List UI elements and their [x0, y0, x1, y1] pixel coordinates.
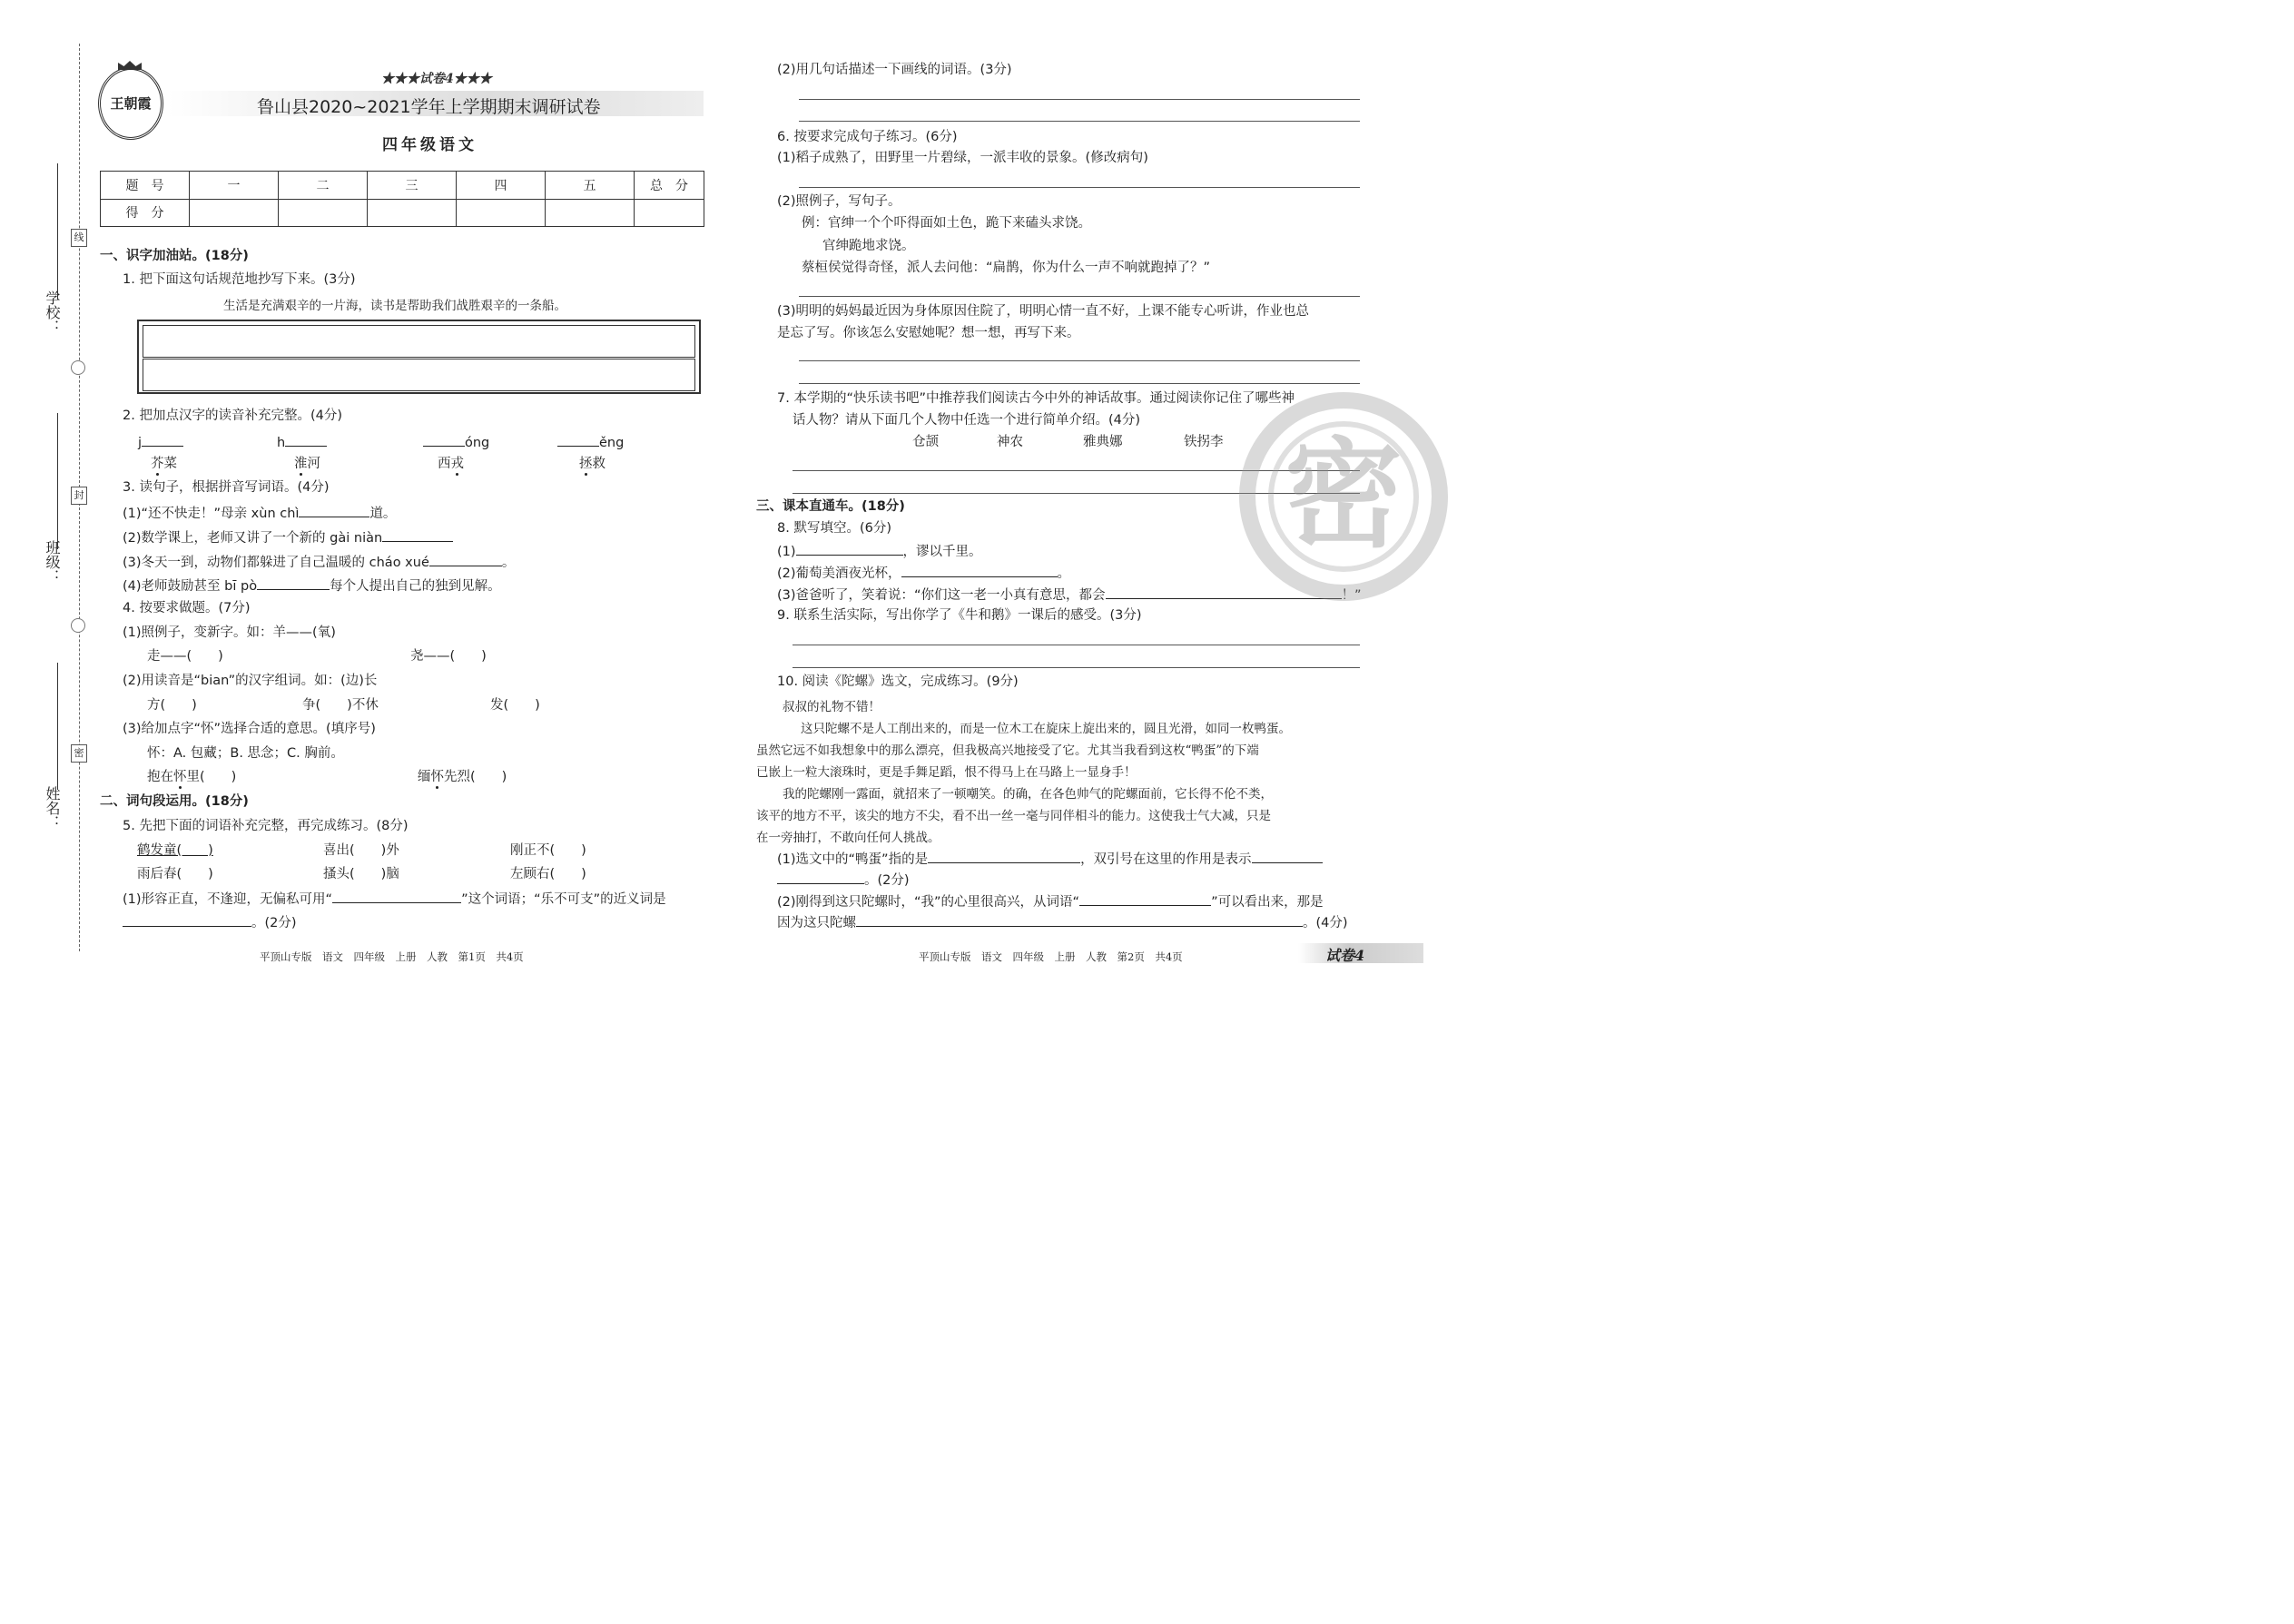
- question-6-1: (1)稻子成熟了，田野里一片碧绿，一派丰收的景象。(修改病句): [777, 151, 1148, 165]
- answer-blank[interactable]: [299, 503, 369, 517]
- pinyin-blank-2[interactable]: h: [277, 432, 327, 452]
- score-table: [100, 171, 704, 227]
- passage-title: 叔叔的礼物不错！: [783, 700, 881, 714]
- question-6-3-b: 是忘了写。你该怎么安慰她呢？想一想，再写下来。: [777, 326, 1080, 340]
- confidential-seal-glyph: 密: [1284, 426, 1403, 564]
- question-3-3: (3)冬天一到，动物们都躲进了自己温暖的 cháo xué 。: [123, 552, 515, 572]
- footer-right: 平顶山专版 语文 四年级 上册 人教 第2页 共4页: [919, 950, 1183, 963]
- q4-1-item[interactable]: 尧——( ): [410, 649, 487, 664]
- myth-name: 神农: [997, 435, 1023, 449]
- question-8: 8. 默写填空。(6分): [777, 521, 891, 536]
- paper-badge: ★★★试卷4★★★: [381, 72, 492, 86]
- question-8-2: (2)葡萄美酒夜光杯， 。: [777, 563, 1070, 583]
- question-5: 5. 先把下面的词语补充完整，再完成练习。(8分): [123, 819, 409, 833]
- seal-feng: 封: [71, 487, 87, 505]
- idiom-item[interactable]: 喜出( )外: [323, 843, 399, 858]
- example-line-1: 例：官绅一个个吓得面如土色，跪下来磕头求饶。: [802, 216, 1091, 231]
- seal-xian: 线: [71, 229, 87, 247]
- idiom-item[interactable]: 雨后春( ): [137, 867, 213, 881]
- q4-2-item[interactable]: 发( ): [490, 698, 540, 713]
- idiom-item[interactable]: 搔头( )脑: [323, 867, 399, 881]
- footer-tag: 试卷4: [1325, 947, 1365, 964]
- score-table-header-cell: 题 号: [101, 172, 190, 200]
- answer-line[interactable]: [799, 187, 1360, 188]
- footer-left: 平顶山专版 语文 四年级 上册 人教 第1页 共4页: [260, 950, 524, 963]
- answer-line[interactable]: [799, 360, 1360, 361]
- question-10-2-cont: 因为这只陀螺 。(4分): [777, 912, 1348, 932]
- answer-blank[interactable]: [123, 912, 251, 927]
- q4-2-item[interactable]: 争( )不休: [302, 698, 379, 713]
- logo-text: 王朝霞: [110, 95, 152, 112]
- q4-1-item[interactable]: 走——( ): [147, 649, 223, 664]
- question-3-4: (4)老师鼓励甚至 bī pò 每个人提出自己的独到见解。: [123, 576, 501, 595]
- score-input-cell[interactable]: [457, 199, 546, 227]
- passage-line: 我的陀螺刚一露面，就招来了一顿嘲笑。的确，在各色帅气的陀螺面前，它长得不伦不类，: [783, 787, 1273, 802]
- dotted-word: 芥菜: [151, 457, 177, 471]
- question-1: 1. 把下面这句话规范地抄写下来。(3分): [123, 272, 356, 287]
- score-table-header-cell: 四: [457, 172, 546, 200]
- name-line: [57, 663, 58, 790]
- passage-line: 该平的地方不平，该尖的地方不尖，看不出一丝一毫与同伴相斗的能力。这使我士气大减，只是: [756, 809, 1271, 823]
- section-2-heading: 二、词句段运用。(18分): [100, 794, 249, 809]
- exam-title: 鲁山县2020~2021学年上学期期末调研试卷: [257, 97, 601, 117]
- score-input-cell[interactable]: [190, 199, 279, 227]
- question-4-1: (1)照例子，变新字。如：羊——(氧): [123, 625, 336, 640]
- q4-3-options: 怀：A. 包藏；B. 思念；C. 胸前。: [147, 746, 344, 761]
- answer-blank[interactable]: [382, 527, 453, 542]
- question-8-1: (1) ，谬以千里。: [777, 541, 982, 561]
- q4-3-item[interactable]: 抱在怀里( ): [147, 770, 237, 784]
- name-label: 姓名：: [44, 786, 61, 830]
- passage-line: 这只陀螺不是人工削出来的，而是一位木工在旋床上旋出来的，圆且光滑，如同一枚鸭蛋。: [801, 722, 1291, 736]
- question-3-1: (1)“还不快走！”母亲 xùn chì 道。: [123, 503, 396, 523]
- confidential-seal-watermark: [1239, 392, 1448, 601]
- question-6: 6. 按要求完成句子练习。(6分): [777, 130, 958, 144]
- question-7-b: 话人物？请从下面几个人物中任选一个进行简单介绍。(4分): [793, 413, 1141, 428]
- question-6-2: (2)照例子，写句子。: [777, 194, 901, 209]
- score-input-cell[interactable]: [635, 199, 704, 227]
- question-5-1-cont: 。(2分): [123, 912, 297, 932]
- section-3-heading: 三、课本直通车。(18分): [756, 499, 905, 514]
- copy-line-2[interactable]: [143, 359, 695, 391]
- q4-2-item[interactable]: 方( ): [147, 698, 197, 713]
- idiom-item[interactable]: 刚正不( ): [510, 843, 586, 858]
- pinyin-blank-4[interactable]: ěng: [557, 432, 624, 452]
- score-table-header-cell: 二: [279, 172, 368, 200]
- binding-ornament-icon: [71, 360, 85, 375]
- dotted-word: 西戎: [438, 457, 464, 471]
- score-table-header-cell: 总 分: [635, 172, 704, 200]
- question-7-a: 7. 本学期的“快乐读书吧”中推荐我们阅读古今中外的神话故事。通过阅读你记住了哪些神: [777, 391, 1295, 406]
- binding-ornament-icon: [71, 618, 85, 633]
- score-table-header-cell: 三: [368, 172, 457, 200]
- school-line: [57, 163, 58, 300]
- question-2: 2. 把加点汉字的读音补充完整。(4分): [123, 408, 342, 423]
- myth-name: 铁拐李: [1184, 435, 1224, 449]
- q4-3-item[interactable]: 缅怀先烈( ): [418, 770, 507, 784]
- answer-blank[interactable]: [1252, 849, 1323, 863]
- section-1-heading: 一、识字加油站。(18分): [100, 249, 249, 263]
- exam-subtitle: 四年级语文: [382, 136, 478, 154]
- answer-blank[interactable]: [928, 849, 1080, 863]
- class-label: 班级：: [44, 540, 61, 584]
- dotted-word: 淮河: [294, 457, 320, 471]
- answer-blank[interactable]: [1079, 891, 1211, 906]
- myth-name: 雅典娜: [1083, 435, 1123, 449]
- question-4: 4. 按要求做题。(7分): [123, 601, 251, 615]
- question-9: 9. 联系生活实际，写出你学了《牛和鹅》一课后的感受。(3分): [777, 608, 1142, 623]
- answer-blank[interactable]: [429, 552, 502, 566]
- passage-line: 虽然它远不如我想象中的那么漂亮，但我极高兴地接受了它。尤其当我看到这枚“鸭蛋”的下端: [756, 743, 1259, 758]
- score-row-label: 得 分: [101, 199, 190, 227]
- answer-blank[interactable]: [257, 576, 330, 590]
- answer-line[interactable]: [799, 99, 1360, 100]
- answer-blank[interactable]: [777, 870, 864, 884]
- question-10-1: (1)选文中的“鸭蛋”指的是 ，双引号在这里的作用是表示: [777, 849, 1323, 869]
- class-line: [57, 413, 58, 549]
- copy-line-1[interactable]: [143, 325, 695, 358]
- question-6-2-sentence: 蔡桓侯觉得奇怪，派人去问他：“扁鹊，你为什么一声不响就跑掉了？”: [802, 261, 1211, 275]
- score-table-score-row: [101, 199, 704, 227]
- passage-line: 已嵌上一粒大滚珠时，更是手舞足蹈，恨不得马上在马路上一显身手！: [756, 765, 1137, 780]
- score-table-header-cell: 五: [546, 172, 635, 200]
- answer-line[interactable]: [793, 667, 1360, 668]
- copy-sentence: 生活是充满艰辛的一片海，读书是帮助我们战胜艰辛的一条船。: [223, 299, 566, 313]
- answer-blank[interactable]: [901, 563, 1058, 577]
- answer-line[interactable]: [799, 383, 1360, 384]
- pinyin-blank-3[interactable]: óng: [423, 432, 489, 452]
- myth-name: 仓颉: [912, 435, 939, 449]
- idiom-item[interactable]: 左顾右( ): [510, 867, 586, 881]
- school-label: 学校：: [44, 290, 61, 334]
- answer-blank[interactable]: [856, 912, 1303, 927]
- answer-blank[interactable]: [332, 889, 461, 903]
- idiom-item[interactable]: 鹤发童( ): [137, 843, 213, 858]
- example-line-2: 官绅跪地求饶。: [822, 239, 915, 253]
- score-table-header-row: [101, 172, 704, 200]
- question-10-1-cont: 。(2分): [777, 870, 910, 890]
- score-input-cell[interactable]: [279, 199, 368, 227]
- score-table-header-cell: 一: [190, 172, 279, 200]
- question-10-2: (2)刚得到这只陀螺时，“我”的心里很高兴，从词语“ ”可以看出来，那是: [777, 891, 1324, 911]
- score-input-cell[interactable]: [546, 199, 635, 227]
- logo-badge: [98, 67, 163, 140]
- dotted-word: 拯救: [579, 457, 605, 471]
- score-input-cell[interactable]: [368, 199, 457, 227]
- crown-icon: [118, 61, 142, 70]
- question-10: 10. 阅读《陀螺》选文，完成练习。(9分): [777, 674, 1019, 689]
- question-4-3: (3)给加点字“怀”选择合适的意思。(填序号): [123, 722, 376, 736]
- question-5-2: (2)用几句话描述一下画线的词语。(3分): [777, 63, 1012, 77]
- answer-line[interactable]: [799, 121, 1360, 122]
- answer-blank[interactable]: [796, 541, 903, 556]
- question-5-1: (1)形容正直，不逢迎，无偏私可用“ ”这个词语；“乐不可支”的近义词是: [123, 889, 666, 909]
- question-4-2: (2)用读音是“bian”的汉字组词。如：(边)长: [123, 674, 378, 688]
- question-3-2: (2)数学课上，老师又讲了一个新的 gài niàn: [123, 527, 453, 547]
- passage-line: 在一旁抽打，不敢向任何人挑战。: [756, 831, 940, 845]
- seal-mi: 密: [71, 744, 87, 763]
- pinyin-blank-1[interactable]: j: [138, 432, 183, 452]
- copy-writing-box: [137, 320, 701, 394]
- question-3: 3. 读句子，根据拼音写词语。(4分): [123, 480, 330, 495]
- answer-line[interactable]: [799, 296, 1360, 297]
- question-8-3: (3)爸爸听了，笑着说：“你们这一老一小真有意思，都会 ！”: [777, 585, 1362, 605]
- question-6-3-a: (3)明明的妈妈最近因为身体原因住院了，明明心情一直不好，上课不能专心听讲，作业也总: [777, 304, 1310, 319]
